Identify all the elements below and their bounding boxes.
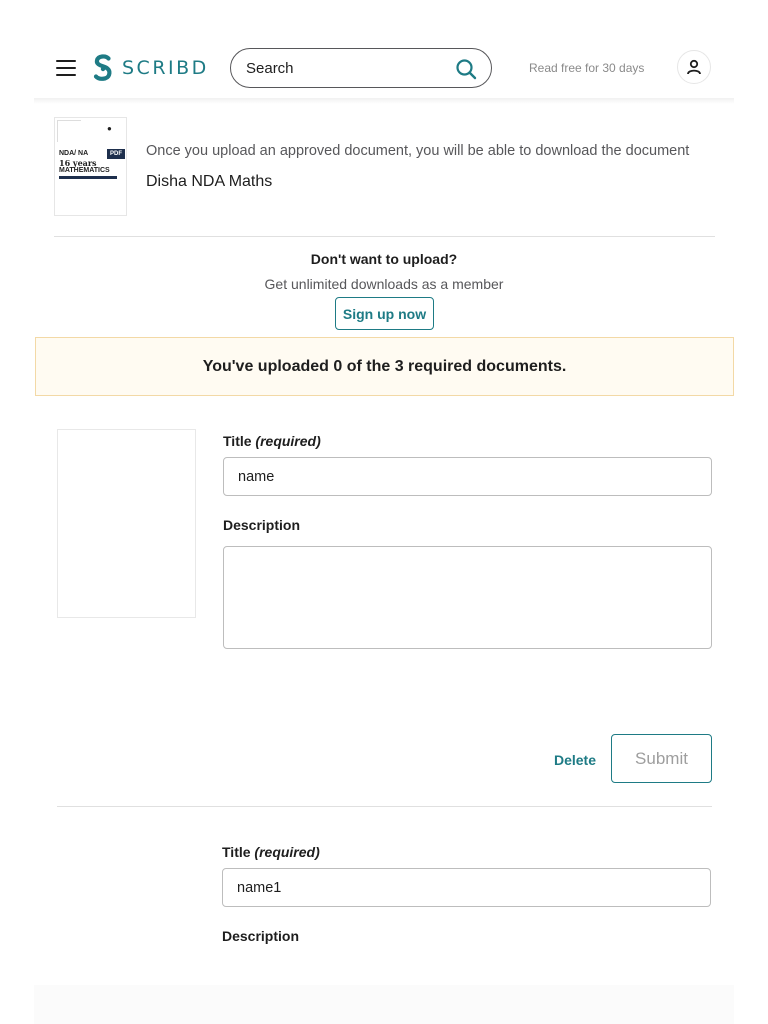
- title-input-2[interactable]: [222, 868, 711, 907]
- search-icon[interactable]: [455, 58, 477, 80]
- description-textarea[interactable]: [223, 546, 712, 649]
- account-button[interactable]: [677, 50, 711, 84]
- description-label-2: Description: [222, 928, 300, 944]
- thumbnail-bar: [59, 176, 117, 179]
- section-divider: [54, 236, 715, 237]
- title-label-text: Title: [223, 433, 252, 449]
- title-label-text-2: Title: [222, 844, 251, 860]
- required-marker: (required): [255, 433, 321, 449]
- read-free-link[interactable]: Read free for 30 days: [529, 61, 645, 75]
- cta-subtext: Get unlimited downloads as a member: [264, 276, 504, 292]
- document-title[interactable]: Disha NDA Maths: [146, 173, 273, 190]
- page-fold-decoration: [57, 120, 81, 142]
- thumbnail-line-2: 16 years: [59, 158, 97, 168]
- thumbnail-line-3: MATHEMATICS: [59, 167, 110, 174]
- scribd-logo[interactable]: [92, 52, 209, 84]
- upload-preview-thumbnail: [57, 429, 196, 618]
- delete-button[interactable]: Delete: [548, 747, 602, 773]
- upload-progress-text: You've uploaded 0 of the 3 required documents.: [202, 357, 567, 375]
- hamburger-menu-icon[interactable]: [56, 60, 76, 76]
- title-label: [223, 433, 321, 449]
- thumbnail-line-1: NDA/ NA: [59, 150, 89, 157]
- logo-wordmark: SCRIBD: [122, 57, 209, 79]
- pdf-badge: PDF: [107, 149, 125, 159]
- upload-progress-notice: [35, 337, 734, 396]
- submit-button[interactable]: Submit: [611, 734, 712, 783]
- upload-divider: [57, 806, 712, 807]
- top-header: [34, 40, 734, 98]
- title-label-2: [222, 844, 320, 860]
- scribd-logo-icon: [92, 53, 114, 83]
- cta-heading: Don't want to upload?: [310, 251, 458, 267]
- title-input[interactable]: [223, 457, 712, 496]
- search-input[interactable]: [246, 60, 446, 77]
- search-bar[interactable]: [230, 48, 492, 88]
- sign-up-button[interactable]: Sign up now: [335, 297, 434, 330]
- apple-icon: ●: [107, 124, 112, 133]
- required-marker-2: (required): [254, 844, 320, 860]
- user-icon: [686, 59, 702, 75]
- header-shadow: [34, 98, 734, 104]
- upload-instruction: Once you upload an approved document, you will be able to download the document: [146, 143, 690, 159]
- document-thumbnail[interactable]: [54, 117, 127, 216]
- description-label: Description: [223, 517, 301, 533]
- bottom-fade: [34, 985, 734, 1024]
